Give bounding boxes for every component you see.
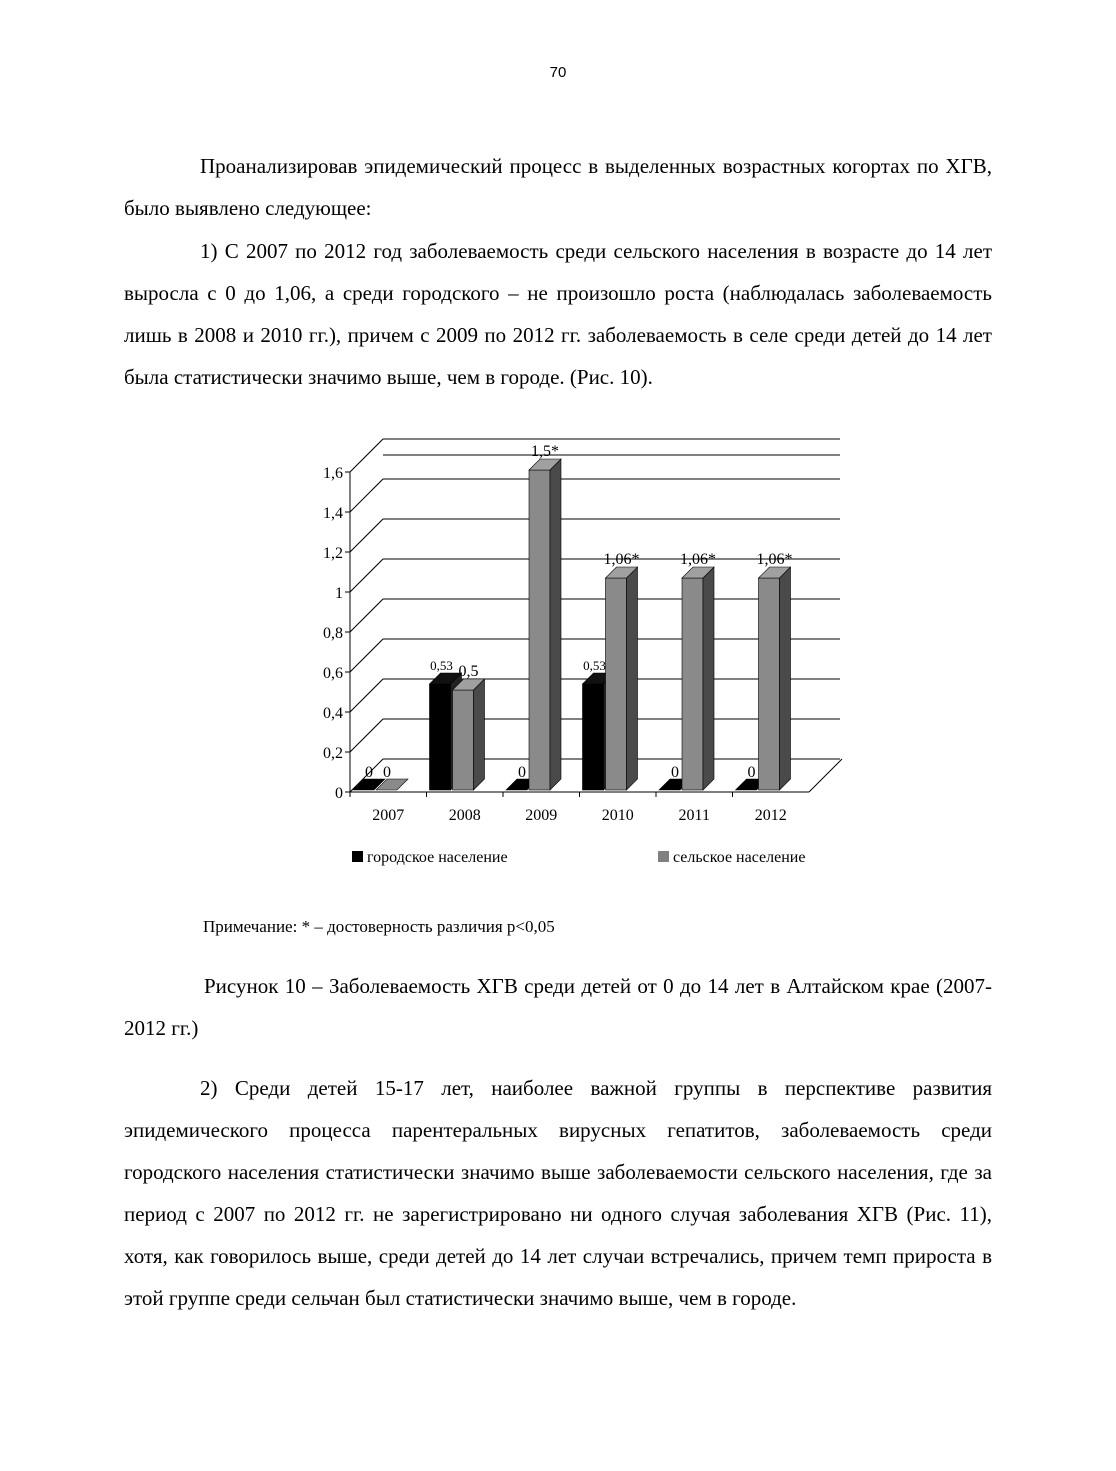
y-tick-label: 1,6 (323, 465, 343, 482)
bar-side-1-2008 (474, 679, 485, 790)
y-tick-label: 0 (335, 785, 343, 802)
data-label: 0 (383, 764, 391, 781)
legend-label: городское население (367, 849, 508, 866)
y-tick-label: 1 (335, 585, 343, 602)
bar-1-2010 (606, 578, 627, 790)
grid-side-line (350, 679, 383, 712)
grid-side-line (350, 599, 383, 632)
data-label: 0 (518, 764, 526, 781)
bar-chart (300, 443, 860, 885)
data-label: 1,06* (756, 551, 793, 568)
floor-right-edge (809, 759, 842, 792)
x-tick-label: 2010 (601, 807, 634, 824)
bar-0-2010 (583, 684, 604, 790)
page-number: 70 (549, 64, 567, 81)
figure-caption: Рисунок 10 – Заболеваемость ХГВ среди детей от 0 до 14 лет в Алтайском крае (2007-2012 гг.) (124, 974, 992, 1040)
x-tick-label: 2008 (448, 807, 481, 824)
y-tick-label: 0,2 (323, 745, 343, 762)
bar-1-2011 (682, 578, 703, 790)
grid-side-line (350, 559, 383, 592)
bar-0-2008 (430, 684, 451, 790)
bar-side-1-2012 (780, 567, 791, 790)
grid-side-line (350, 479, 383, 512)
y-tick-label: 1,4 (323, 505, 343, 522)
paragraph-intro: Проанализировав эпидемический процесс в выделенных возрастных когортах по ХГВ, было выявлено следующее: (124, 154, 992, 220)
legend-swatch (658, 851, 669, 862)
bar-side-1-2011 (703, 567, 714, 790)
bar-1-2008 (453, 690, 474, 790)
data-label: 0,53 (430, 658, 453, 673)
x-tick-label: 2012 (754, 807, 787, 824)
data-label: 0,53 (583, 658, 606, 673)
data-label: 0 (365, 764, 373, 781)
grid-side-line (350, 719, 383, 752)
x-tick-label: 2007 (372, 807, 405, 824)
paragraph-point-2: 2) Среди детей 15-17 лет, наиболее важной группы в перспективе развития эпидемического процесса парентеральных вирусных гепатитов, заболеваемость среди городского населения статистически значимо выше заболеваемости сельского населения, где за период с 2007 по 2012 гг. не зарегистрировано ни одного случая заболевания ХГВ (Рис. 11), хотя, как говорилось выше, среди детей до 14 лет случаи встречались, причем темп прироста в этой группе среди сельчан был статистически значимо выше, чем в городе. (124, 1076, 992, 1310)
y-tick-label: 0,8 (323, 625, 343, 642)
data-label: 1,5* (531, 443, 559, 460)
legend-swatch (352, 851, 363, 862)
data-label: 0,5 (458, 663, 479, 680)
grid-side-line (350, 639, 383, 672)
y-tick-label: 0,6 (323, 665, 343, 682)
bar-1-2009 (529, 470, 550, 790)
legend-label: сельское население (673, 849, 806, 866)
grid-side-line (350, 519, 383, 552)
data-label: 0 (671, 764, 679, 781)
data-label: 1,06* (603, 551, 640, 568)
grid-side-line (350, 439, 383, 472)
data-label: 0 (747, 764, 756, 781)
y-tick-label: 0,4 (323, 705, 343, 722)
bar-side-1-2010 (627, 567, 638, 790)
paragraph-point-1: 1) С 2007 по 2012 год заболеваемость среди сельского населения в возрасте до 14 лет выросла с 0 до 1,06, а среди городского – не произошло роста (наблюдалась заболеваемость лишь в 2008 и 2010 гг.), причем с 2009 по 2012 гг. заболеваемость в селе среди детей до 14 лет была статистически значимо выше, чем в городе. (Рис. 10). (124, 239, 992, 389)
y-tick-label: 1,2 (323, 545, 343, 562)
x-tick-label: 2011 (678, 807, 710, 824)
bar-side-1-2009 (550, 459, 561, 790)
chart-note: Примечание: * – достоверность различия p<0,05 (203, 917, 555, 936)
data-label: 1,06* (680, 551, 716, 568)
bar-1-2012 (759, 578, 780, 790)
x-tick-label: 2009 (525, 807, 558, 824)
